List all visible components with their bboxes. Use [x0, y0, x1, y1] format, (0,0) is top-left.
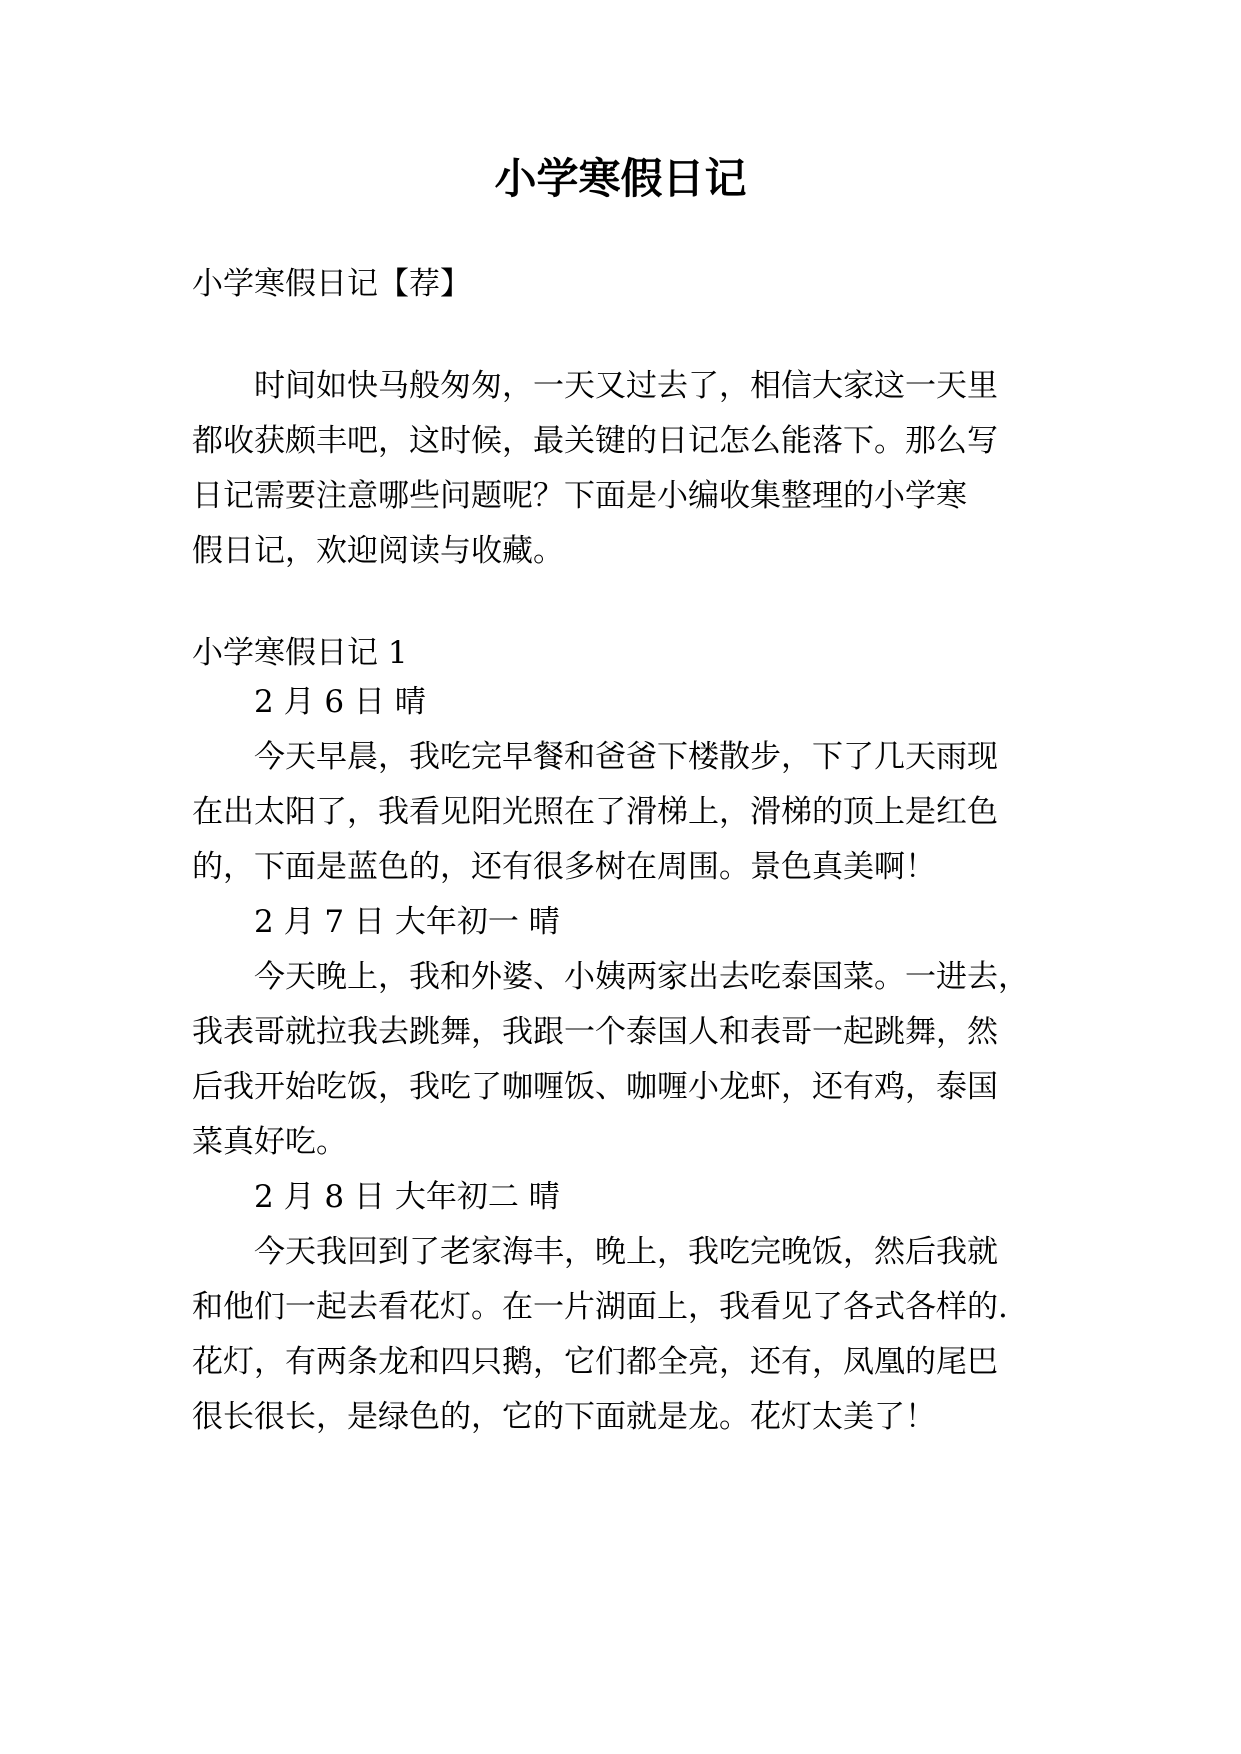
entry-date-1: 2 月 6 日 晴 [254, 684, 426, 720]
entry-date-2: 2 月 7 日 大年初一 晴 [254, 904, 560, 940]
entry-3-line-2: 和他们一起去看花灯。在一片湖面上，我看见了各式各样的. [192, 1289, 1008, 1325]
entry-3-line-3: 花灯，有两条龙和四只鹅，它们都全亮，还有，凤凰的尾巴 [192, 1344, 998, 1380]
entry-1-line-3: 的，下面是蓝色的，还有很多树在周围。景色真美啊！ [192, 849, 936, 885]
entry-1-line-2: 在出太阳了，我看见阳光照在了滑梯上，滑梯的顶上是红色 [192, 794, 998, 830]
entry-2-line-3: 后我开始吃饭，我吃了咖喱饭、咖喱小龙虾，还有鸡，泰国 [192, 1069, 998, 1105]
entry-2-line-4: 菜真好吃。 [192, 1124, 347, 1160]
intro-line-3: 日记需要注意哪些问题呢？下面是小编收集整理的小学寒 [192, 478, 967, 514]
intro-line-1: 时间如快马般匆匆，一天又过去了，相信大家这一天里 [254, 368, 998, 404]
entry-date-3: 2 月 8 日 大年初二 晴 [254, 1179, 560, 1215]
intro-line-2: 都收获颇丰吧，这时候，最关键的日记怎么能落下。那么写 [192, 423, 998, 459]
subtitle-line: 小学寒假日记【荐】 [192, 266, 471, 302]
intro-line-4: 假日记，欢迎阅读与收藏。 [192, 533, 564, 569]
entry-3-line-1: 今天我回到了老家海丰，晚上，我吃完晚饭，然后我就 [254, 1234, 998, 1270]
entry-3-line-4: 很长很长，是绿色的，它的下面就是龙。花灯太美了！ [192, 1399, 936, 1435]
entry-2-line-2: 我表哥就拉我去跳舞，我跟一个泰国人和表哥一起跳舞，然 [192, 1014, 998, 1050]
entry-2-line-1: 今天晚上，我和外婆、小姨两家出去吃泰国菜。一进去， [254, 959, 1029, 995]
document-title: 小学寒假日记 [494, 154, 747, 203]
section-heading: 小学寒假日记 1 [192, 635, 408, 671]
entry-1-line-1: 今天早晨，我吃完早餐和爸爸下楼散步，下了几天雨现 [254, 739, 998, 775]
